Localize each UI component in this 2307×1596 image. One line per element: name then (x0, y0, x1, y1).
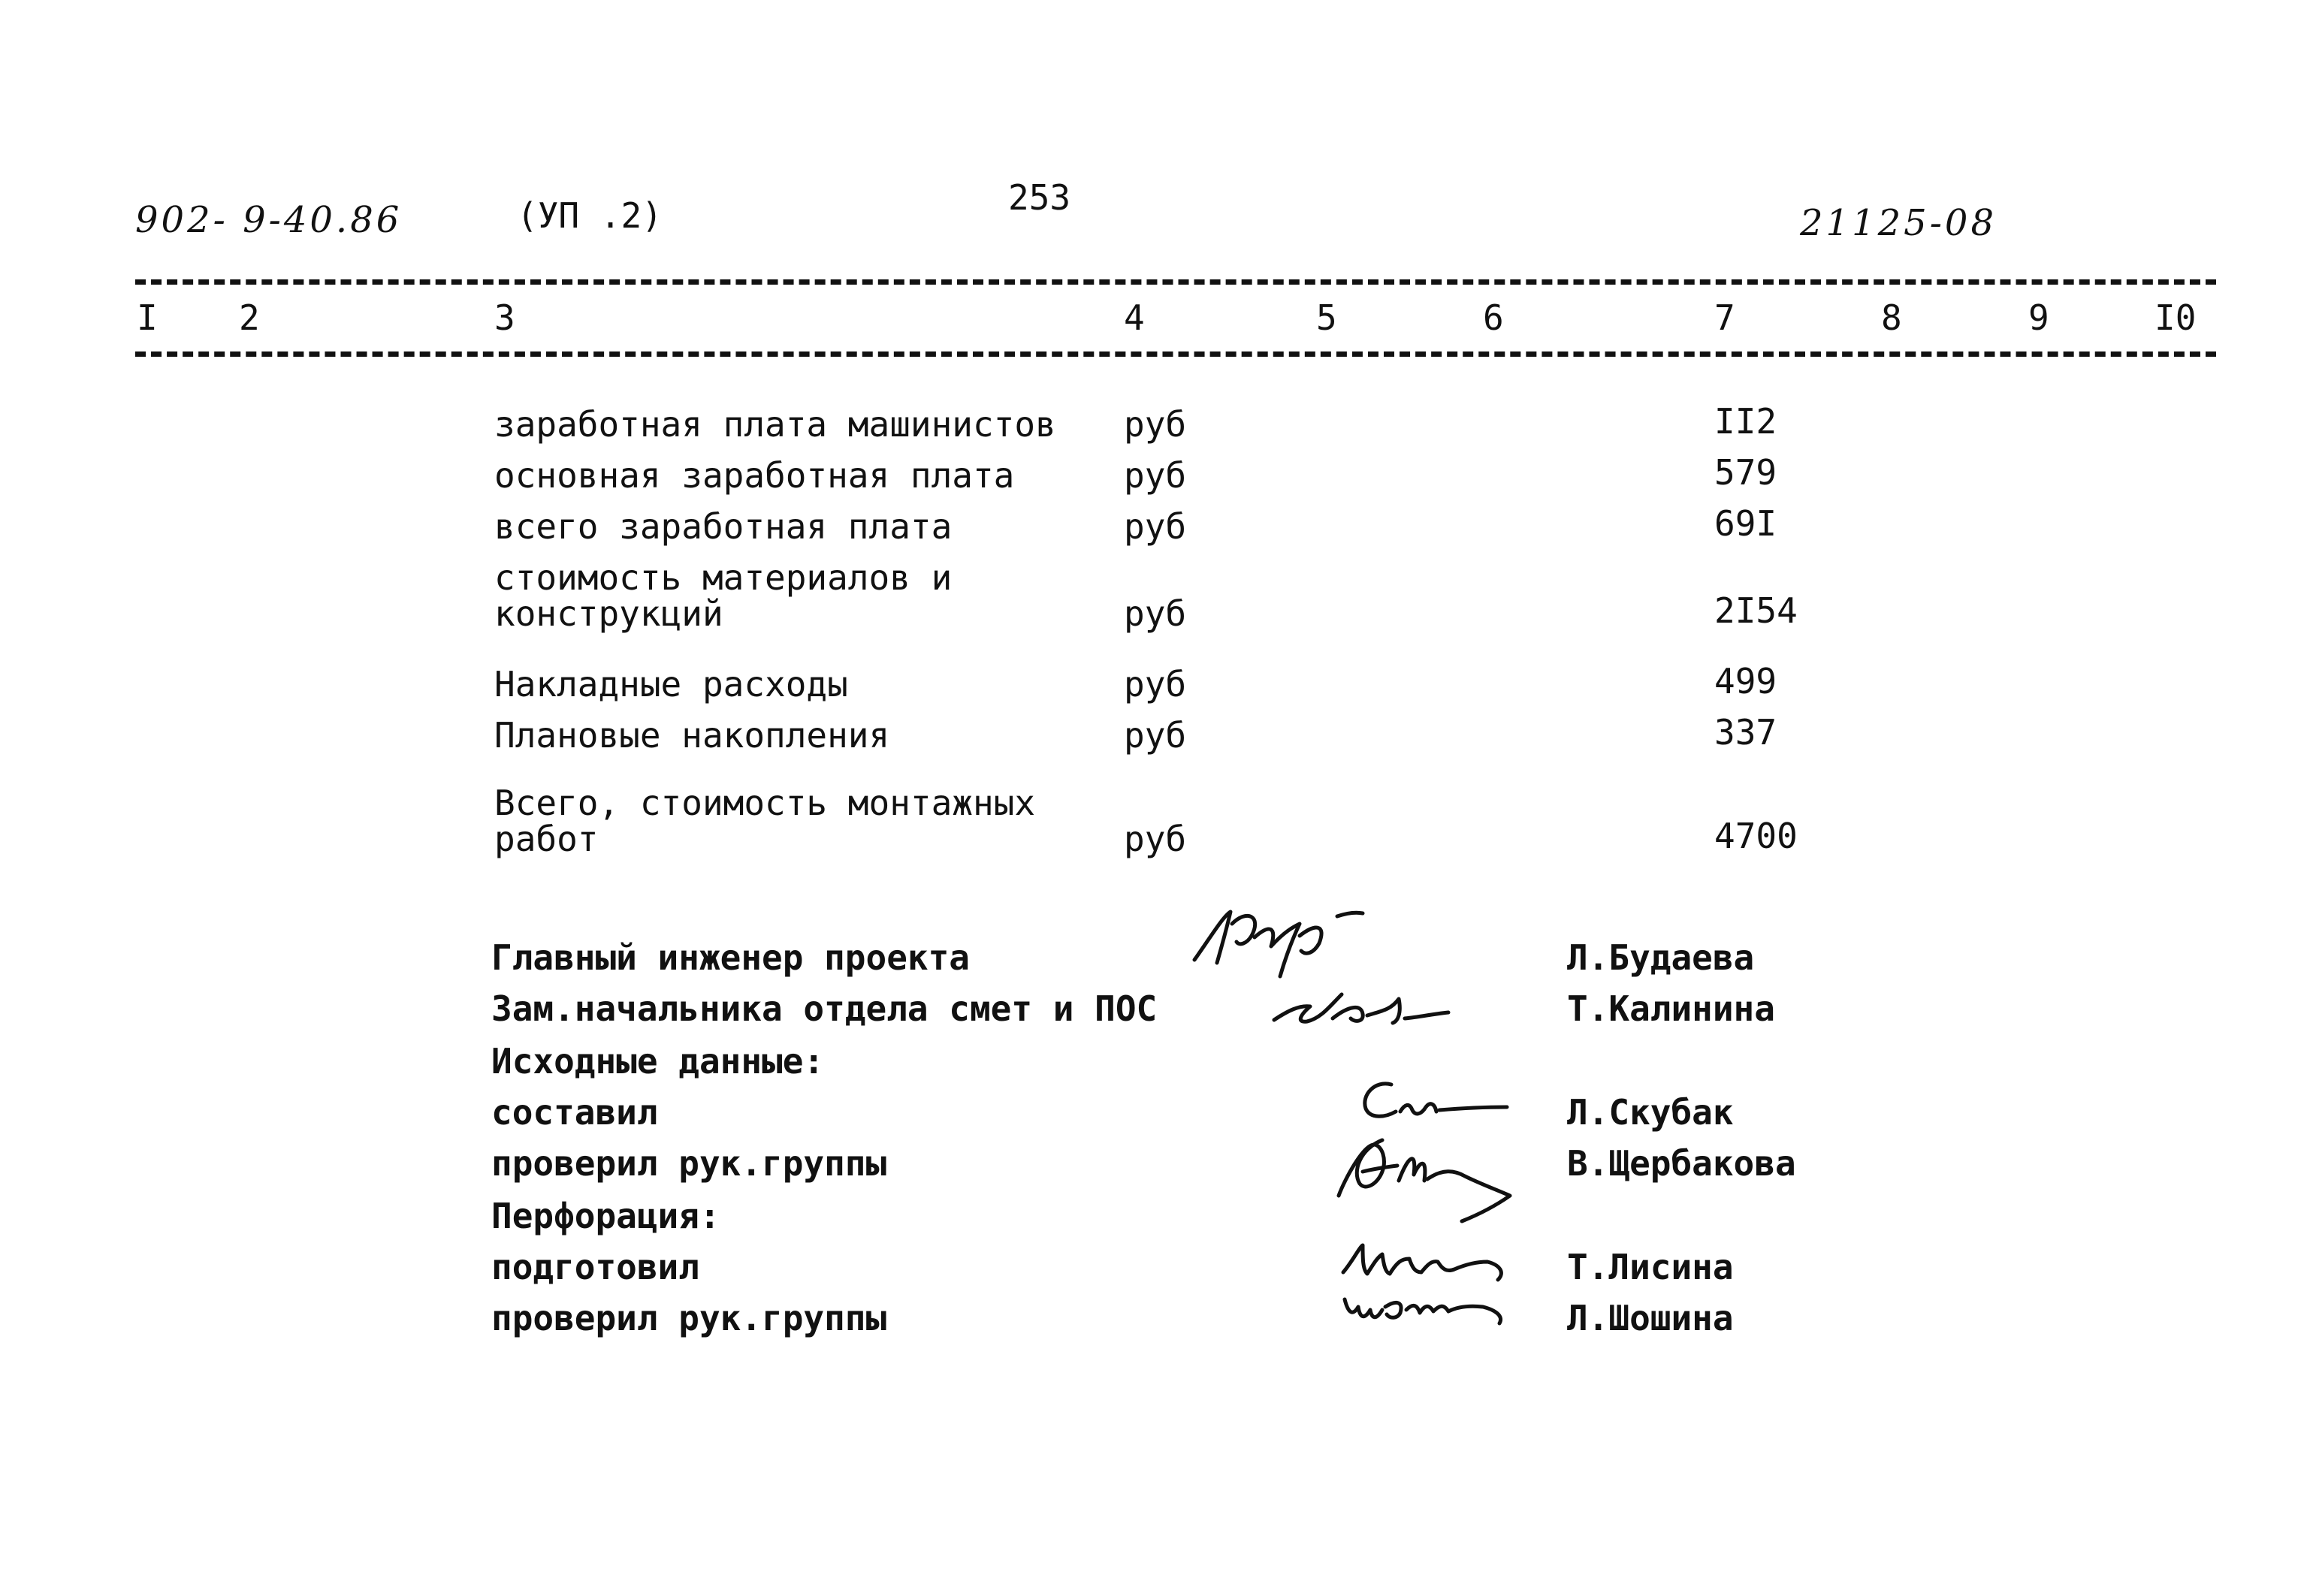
column-number-8: 8 (1881, 297, 1902, 338)
signature-role: проверил рук.группы (491, 1143, 887, 1184)
handwritten-signature (1187, 894, 1382, 984)
signature-person: Т.Калинина (1567, 988, 1775, 1029)
page-number: 253 (1008, 177, 1071, 218)
row-unit: руб (1124, 593, 1187, 634)
row-label: всего заработная плата (494, 506, 953, 547)
row-label: основная заработная плата (494, 455, 1015, 496)
row-unit: руб (1124, 455, 1187, 496)
row-value: 579 (1714, 452, 1777, 493)
row-label: Плановые накопления (494, 715, 890, 756)
row-label-line-1: Всего, стоимость монтажных (494, 783, 1036, 823)
section-heading: Исходные данные: (491, 1041, 825, 1082)
row-label: Накладные расходы (494, 664, 848, 704)
row-unit: руб (1124, 715, 1187, 756)
album-label: (УП .2) (517, 195, 663, 236)
row-value: 4700 (1714, 816, 1798, 856)
column-number-10: I0 (2155, 297, 2197, 338)
handwritten-signature (1330, 1127, 1532, 1232)
row-label: заработная плата машинистов (494, 404, 1056, 445)
signature-role: подготовил (491, 1247, 699, 1287)
handwritten-signature (1337, 1277, 1532, 1337)
section-heading: Перфорация: (491, 1196, 720, 1236)
column-number-6: 6 (1483, 297, 1504, 338)
header-bottom-rule (135, 351, 2216, 357)
signature-person: Т.Лисина (1567, 1247, 1734, 1287)
column-number-2: 2 (239, 297, 260, 338)
column-number-5: 5 (1316, 297, 1337, 338)
column-number-9: 9 (2028, 297, 2049, 338)
column-number-3: 3 (494, 297, 515, 338)
row-value: 69I (1714, 503, 1777, 544)
signature-role: Главный инженер проекта (491, 937, 970, 978)
column-number-1: I (137, 297, 158, 338)
row-value: II2 (1714, 401, 1777, 442)
header-top-rule (135, 279, 2216, 285)
row-value: 499 (1714, 661, 1777, 701)
registration-number: 21125-08 (1800, 202, 1997, 244)
row-value: 337 (1714, 712, 1777, 753)
row-label-line-2: конструкций (494, 593, 723, 634)
handwritten-signature (1352, 1074, 1525, 1134)
signature-role: проверил рук.группы (491, 1298, 887, 1338)
row-label-line-2: работ (494, 819, 599, 859)
row-label-line-1: стоимость материалов и (494, 557, 953, 598)
row-value: 2I54 (1714, 590, 1798, 631)
column-number-7: 7 (1714, 297, 1735, 338)
signature-person: В.Щербакова (1567, 1143, 1796, 1184)
row-unit: руб (1124, 819, 1187, 859)
row-unit: руб (1124, 506, 1187, 547)
row-unit: руб (1124, 664, 1187, 704)
row-unit: руб (1124, 404, 1187, 445)
column-number-4: 4 (1124, 297, 1145, 338)
signature-person: Л.Будаева (1567, 937, 1755, 978)
signature-person: Л.Шошина (1567, 1298, 1734, 1338)
signature-role: Зам.начальника отдела смет и ПОС (491, 988, 1158, 1029)
signature-person: Л.Скубак (1567, 1092, 1734, 1133)
handwritten-signature (1270, 976, 1457, 1036)
signature-role: составил (491, 1092, 658, 1133)
document-number: 902- 9-40.86 (135, 199, 403, 241)
